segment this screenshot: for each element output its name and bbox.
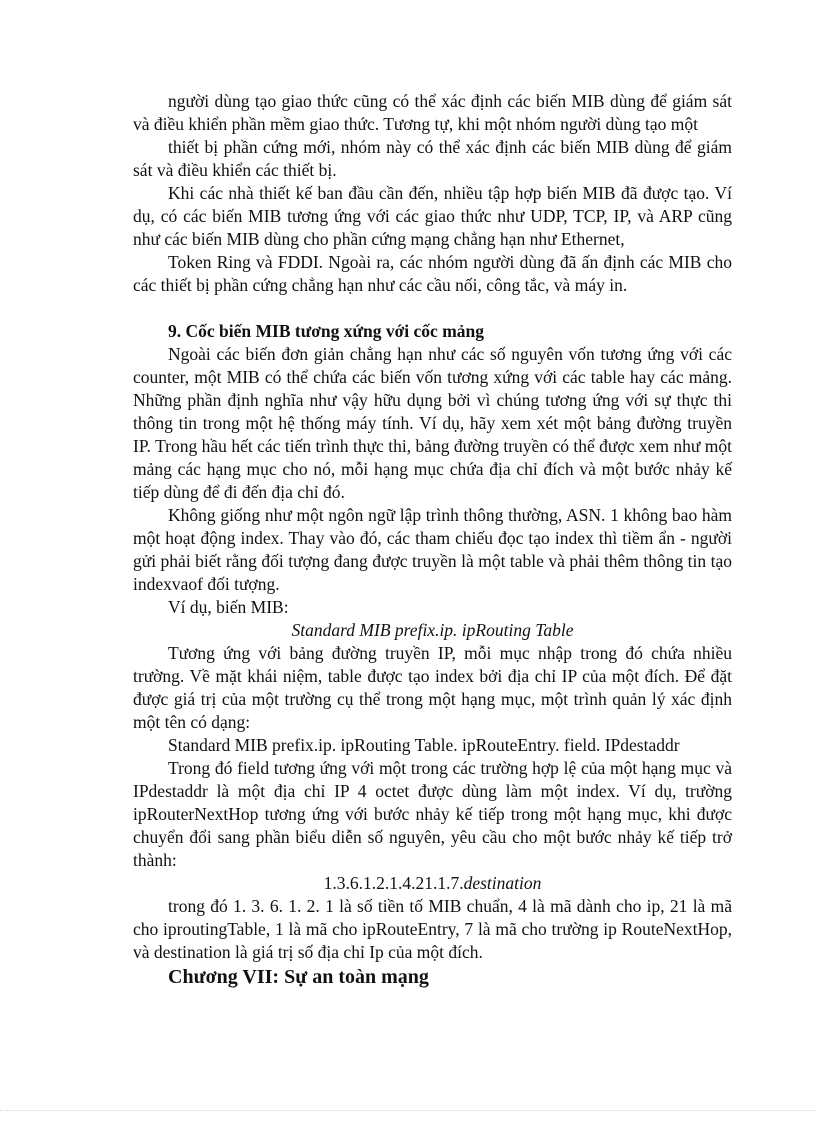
spacer	[133, 297, 732, 320]
paragraph: Standard MIB prefix.ip. ipRouting Table. ipRouteEntry. field. IPdestaddr	[168, 735, 680, 755]
paragraph: trong đó 1. 3. 6. 1. 2. 1 là số tiền tố MIB chuẩn, 4 là mã dành cho ip, 21 là mã cho iproutingTable, 1 là mã cho ipRouteEntry, 7 là mã cho trường ip RouteNextHop, và destination là giá trị số địa chỉ Ip của một đích.	[133, 896, 732, 962]
paragraph: Không giống như một ngôn ngữ lập trình thông thường, ASN. 1 không bao hàm một hoạt động index. Thay vào đó, các tham chiếu đọc tạo index thì tiềm ẩn - người gửi phải biết rằng đối tượng đang được truyền là một table và phải thêm thông tin tạo indexvaof đối tượng.	[133, 505, 732, 594]
document-body	[133, 90, 732, 989]
oid-prefix: 1.3.6.1.2.1.4.21.1.7.	[323, 873, 464, 893]
chapter-title: Chương VII: Sự an toàn mạng	[168, 966, 429, 988]
page-bottom-divider	[0, 1110, 816, 1111]
oid-destination: destination	[463, 873, 542, 893]
section-heading: 9. Cốc biến MIB tương xứng với cốc mảng	[168, 321, 485, 341]
paragraph: người dùng tạo giao thức cũng có thể xác định các biến MIB dùng để giám sát và điều khiển phần mềm giao thức. Tương tự, khi một nhóm người dùng tạo một	[133, 91, 732, 134]
formula-line-oid	[133, 872, 732, 895]
formula-line: Standard MIB prefix.ip. ipRouting Table	[291, 620, 574, 640]
paragraph: Khi các nhà thiết kế ban đầu cần đến, nhiều tập hợp biến MIB đã được tạo. Ví dụ, có các biến MIB tương ứng với các giao thức như UDP, TCP, IP, và ARP cũng như các biến MIB dùng cho phần cứng mạng chẳng hạn như Ethernet,	[133, 183, 732, 249]
paragraph: Trong đó field tương ứng với một trong các trường hợp lệ của một hạng mục và IPdestaddr là một địa chỉ IP 4 octet được dùng làm một index. Ví dụ, trường ipRouterNextHop tương ứng với bước nhảy kế tiếp trong một hạng mục, khi được chuyển đổi sang phần biểu diễn số nguyên, yêu cầu cho một bước nhảy kế tiếp trở thành:	[133, 758, 732, 870]
paragraph: Tương ứng với bảng đường truyền IP, mỗi mục nhập trong đó chứa nhiều trường. Về mặt khái niệm, table được tạo index bởi địa chỉ IP của một đích. Để đặt được giá trị của một trường cụ thể trong một hạng mục, một trình quản lý xác định một tên có dạng:	[133, 643, 732, 732]
paragraph: Ngoài các biến đơn giản chẳng hạn như các số nguyên vốn tương ứng với các counter, một MIB có thể chứa các biến vốn tương xứng với các table hay các mảng. Những phần định nghĩa như vậy hữu dụng bởi vì chúng tương ứng với sự thực thi thông tin trong một hệ thống máy tính. Ví dụ, hãy xem xét một bảng đường truyền IP. Trong hầu hết các tiến trình thực thi, bảng đường truyền có thể được xem như một mảng các hạng mục cho nó, mỗi hạng mục chứa địa chỉ đích và một bước nhảy kế tiếp dùng để đi đến địa chỉ đó.	[133, 344, 732, 502]
paragraph: Ví dụ, biến MIB:	[168, 597, 289, 617]
paragraph: Token Ring và FDDI. Ngoài ra, các nhóm người dùng đã ấn định các MIB cho các thiết bị phần cứng chẳng hạn như các cầu nối, công tắc, và máy in.	[133, 252, 732, 295]
paragraph: thiết bị phần cứng mới, nhóm này có thể xác định các biến MIB dùng để giám sát và điều khiển các thiết bị.	[133, 137, 732, 180]
